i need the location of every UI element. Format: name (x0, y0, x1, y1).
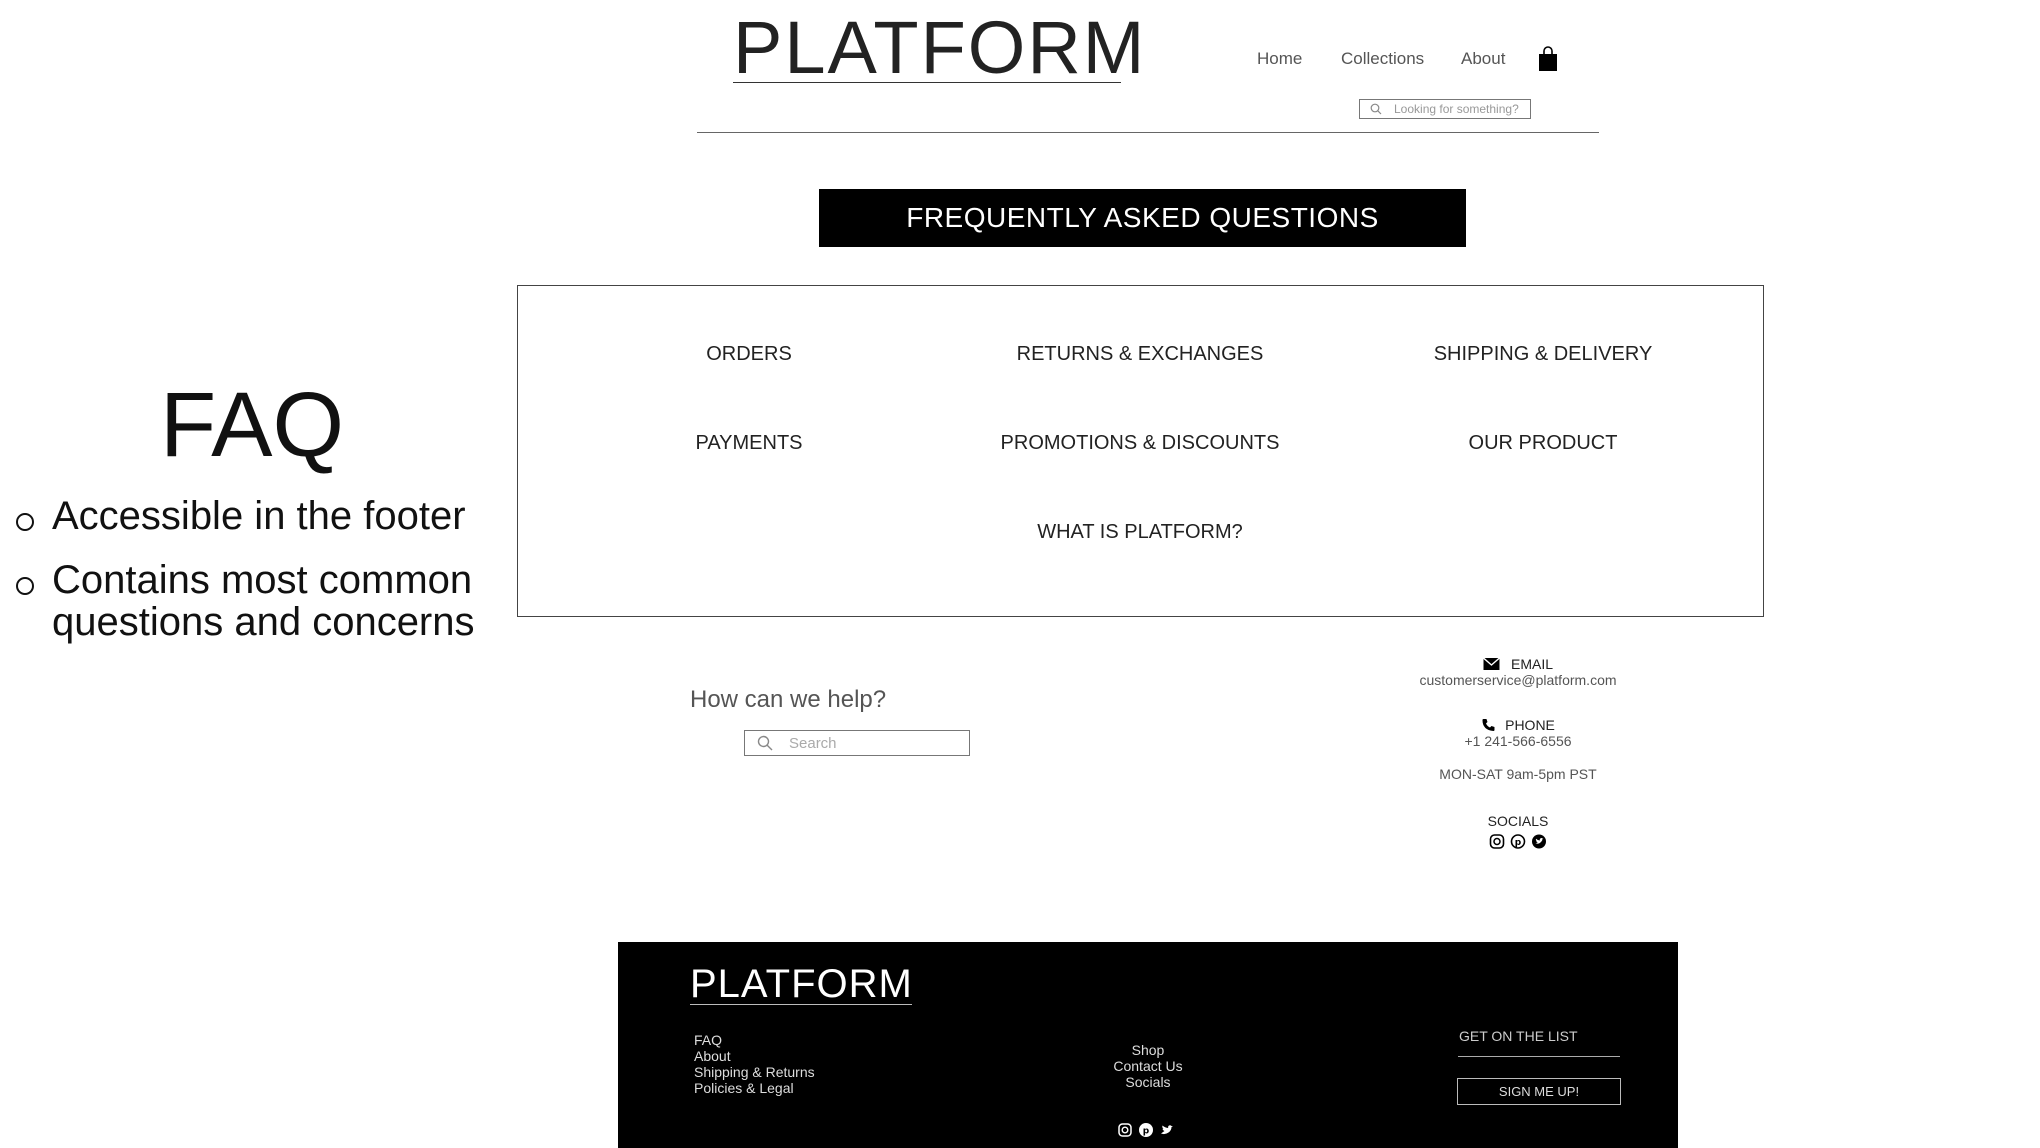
faq-banner: FREQUENTLY ASKED QUESTIONS (819, 189, 1466, 247)
site-footer (618, 942, 1678, 1148)
search-icon (1370, 103, 1382, 115)
instagram-icon[interactable] (1118, 1123, 1132, 1137)
site-logo[interactable]: PLATFORM (733, 6, 1147, 89)
nav-about[interactable]: About (1461, 49, 1506, 68)
annotation-title: FAQ (160, 374, 345, 476)
bullet-icon (16, 513, 34, 531)
bullet-icon (16, 577, 34, 595)
help-title: How can we help? (690, 686, 887, 713)
phone-value[interactable]: +1 241-566-6556 (1464, 733, 1572, 749)
footer-link-policies-legal[interactable]: Policies & Legal (694, 1080, 794, 1096)
footer-link-faq[interactable]: FAQ (694, 1032, 723, 1048)
svg-text:p: p (1142, 1126, 1150, 1137)
bullet-line: questions and concerns (52, 600, 475, 644)
footer-logo[interactable]: PLATFORM (690, 962, 913, 1006)
topic-promotions-discounts[interactable]: PROMOTIONS & DISCOUNTS (1000, 432, 1280, 454)
shopping-bag-icon[interactable] (1538, 46, 1558, 72)
instagram-icon[interactable] (1490, 834, 1505, 849)
bullet-text: Accessible in the footer (52, 494, 466, 538)
topic-orders[interactable]: ORDERS (706, 343, 792, 365)
footer-link-socials[interactable]: Socials (1125, 1074, 1171, 1090)
footer-link-about[interactable]: About (694, 1048, 731, 1064)
header-search-placeholder: Looking for something? (1394, 102, 1519, 116)
social-icons (1490, 834, 1547, 849)
pinterest-icon[interactable] (1139, 1123, 1153, 1137)
phone-block (1464, 717, 1571, 749)
email-label: EMAIL (1510, 656, 1554, 672)
help-search-input[interactable] (744, 730, 970, 756)
search-icon (757, 735, 773, 751)
topic-payments[interactable]: PAYMENTS (695, 432, 803, 454)
socials-label: SOCIALS (1487, 813, 1549, 829)
nav-collections[interactable]: Collections (1341, 49, 1425, 68)
topic-our-product[interactable]: OUR PRODUCT (1468, 432, 1618, 454)
annotation-bullet (16, 495, 466, 537)
bullet-line: Contains most common (52, 558, 473, 602)
email-value[interactable]: customerservice@platform.com (1419, 672, 1617, 688)
newsletter-email-input[interactable] (1458, 1056, 1620, 1057)
nav-home[interactable]: Home (1257, 49, 1303, 68)
signup-button[interactable]: SIGN ME UP! (1457, 1078, 1621, 1105)
twitter-icon[interactable] (1532, 834, 1547, 849)
footer-link-shop[interactable]: Shop (1131, 1042, 1165, 1058)
annotation-bullet (16, 559, 475, 643)
topic-what-is-platform[interactable]: WHAT IS PLATFORM? (1037, 521, 1243, 543)
topic-returns-exchanges[interactable]: RETURNS & EXCHANGES (1016, 343, 1264, 365)
footer-link-shipping-returns[interactable]: Shipping & Returns (694, 1064, 815, 1080)
envelope-icon (1483, 658, 1499, 670)
pinterest-icon[interactable] (1511, 834, 1526, 849)
twitter-icon[interactable] (1160, 1123, 1174, 1137)
newsletter-label: GET ON THE LIST (1459, 1028, 1578, 1044)
business-hours: MON-SAT 9am-5pm PST (1439, 766, 1597, 782)
footer-social-icons (1118, 1123, 1174, 1137)
phone-label: PHONE (1505, 717, 1555, 733)
bullet-text (52, 559, 475, 643)
header-divider (697, 132, 1599, 133)
header-search-input[interactable] (1359, 99, 1531, 119)
phone-icon (1481, 718, 1495, 732)
svg-text:p: p (1514, 838, 1522, 848)
help-search-placeholder: Search (789, 734, 837, 752)
topic-shipping-delivery[interactable]: SHIPPING & DELIVERY (1433, 343, 1653, 365)
footer-link-contact-us[interactable]: Contact Us (1113, 1058, 1183, 1074)
faq-topics-box (517, 285, 1764, 617)
email-block (1419, 656, 1616, 688)
